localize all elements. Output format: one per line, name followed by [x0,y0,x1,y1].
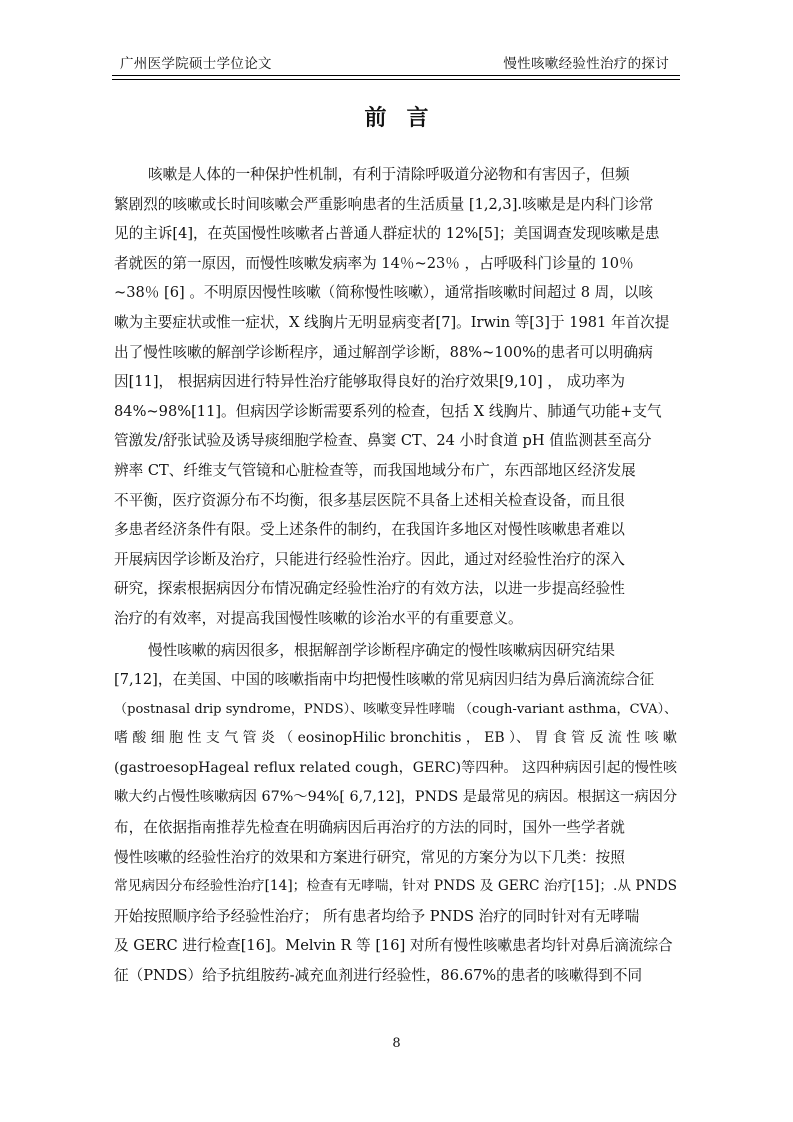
running-header-left: 广州医学院硕士学位论文 [120,56,272,72]
text-line: 繁剧烈的咳嗽或长时间咳嗽会严重影响患者的生活质量 [1,2,3].咳嗽是是内科门诊常 [114,195,654,213]
header-rule-thick [112,75,680,76]
text-line: 慢性咳嗽的经验性治疗的效果和方案进行研究，常见的方案分为以下几类：按照 [114,848,625,866]
text-line: ~38％ [6] 。不明原因慢性咳嗽（简称慢性咳嗽），通常指咳嗽时间超过 8 周，以咳 [114,284,654,302]
text-line: 研究，探索根据病因分布情况确定经验性治疗的有效方法，以进一步提高经验性 [114,580,625,598]
text-line: 常见病因分布经验性治疗[14]；检查有无哮喘，针对 PNDS 及 GERC 治疗[15]；.从 PNDS [114,878,677,895]
paragraph-2 [114,636,680,991]
text-line: 辨率 CT、纤维支气管镜和心脏检查等，而我国地域分布广，东西部地区经济发展 [114,461,636,479]
text-line: 出了慢性咳嗽的解剖学诊断程序，通过解剖学诊断，88%~100%的患者可以明确病 [114,343,653,361]
text-line: 开展病因学诊断及治疗，只能进行经验性治疗。因此，通过对经验性治疗的深入 [114,550,625,568]
text-line: 征（PNDS）给予抗组胺药-减充血剂进行经验性，86.67%的患者的咳嗽得到不同 [114,967,643,985]
running-header-right: 慢性咳嗽经验性治疗的探讨 [503,56,669,72]
paragraph-1 [114,160,680,634]
text-line: 嗜 酸 细 胞 性 支 气 管 炎 （ eosinopHilic bronchitis ， EB ）、 胃 食 管 反 流 性 咳 嗽 [114,730,677,747]
text-line: 不平衡，医疗资源分布不均衡，很多基层医院不具备上述相关检查设备，而且很 [114,491,625,509]
text-line: (gastroesopHageal reflux related cough，GERC)等四种。 这四种病因引起的慢性咳 [114,759,678,776]
text-line: 嗽为主要症状或惟一症状，X 线胸片无明显病变者[7]。Irwin 等[3]于 1981 年首次提 [114,313,670,331]
text-line: 慢性咳嗽的病因很多，根据解剖学诊断程序确定的慢性咳嗽病因研究结果 [148,641,616,659]
text-line: 管激发/舒张试验及诱导痰细胞学检查、鼻窦 CT、24 小时食道 pH 值监测甚至高分 [114,432,652,450]
text-line: 布，在依据指南推荐先检查在明确病因后再治疗的方法的同时，国外一些学者就 [114,819,625,837]
text-line: 及 GERC 进行检查[16]。Melvin R 等 [16] 对所有慢性咳嗽患者均针对鼻后滴流综合 [114,937,673,955]
text-line: 嗽大约占慢性咳嗽病因 67%～94%[ 6,7,12]，PNDS 是最常见的病因。根据这一病因分 [114,789,678,806]
text-line: [7,12]，在美国、中国的咳嗽指南中均把慢性咳嗽的常见病因归结为鼻后滴流综合征 [114,671,655,689]
text-line: 84%~98%[11]。但病因学诊断需要系列的检查，包括 X 线胸片、肺通气功能+支气 [114,402,662,420]
page-number: 8 [392,1036,401,1051]
section-title: 前言 [364,106,449,131]
text-line: 因[11]， 根据病因进行特异性治疗能够取得良好的治疗效果[9,10] ， 成功率为 [114,373,625,391]
text-line: 多患者经济条件有限。受上述条件的制约，在我国许多地区对慢性咳嗽患者难以 [114,521,625,539]
text-line: 者就医的第一原因，而慢性咳嗽发病率为 14％~23％ ，占呼吸科门诊量的 10％ [114,254,634,272]
body-text [114,160,680,991]
header-rule-thin [112,79,680,80]
text-line: 治疗的有效率，对提高我国慢性咳嗽的诊治水平的有重要意义。 [114,609,523,627]
text-line: 开始按照顺序给予经验性治疗； 所有患者均给予 PNDS 治疗的同时针对有无哮喘 [114,907,640,925]
text-line: （postnasal drip syndrome，PNDS）、咳嗽变异性哮喘 （cough-variant asthma，CVA）、 [114,701,678,717]
text-line: 见的主诉[4]，在英国慢性咳嗽者占普通人群症状的 12%[5]；美国调查发现咳嗽是患 [114,225,660,243]
text-line: 咳嗽是人体的一种保护性机制，有利于清除呼吸道分泌物和有害因子，但频 [148,166,630,183]
